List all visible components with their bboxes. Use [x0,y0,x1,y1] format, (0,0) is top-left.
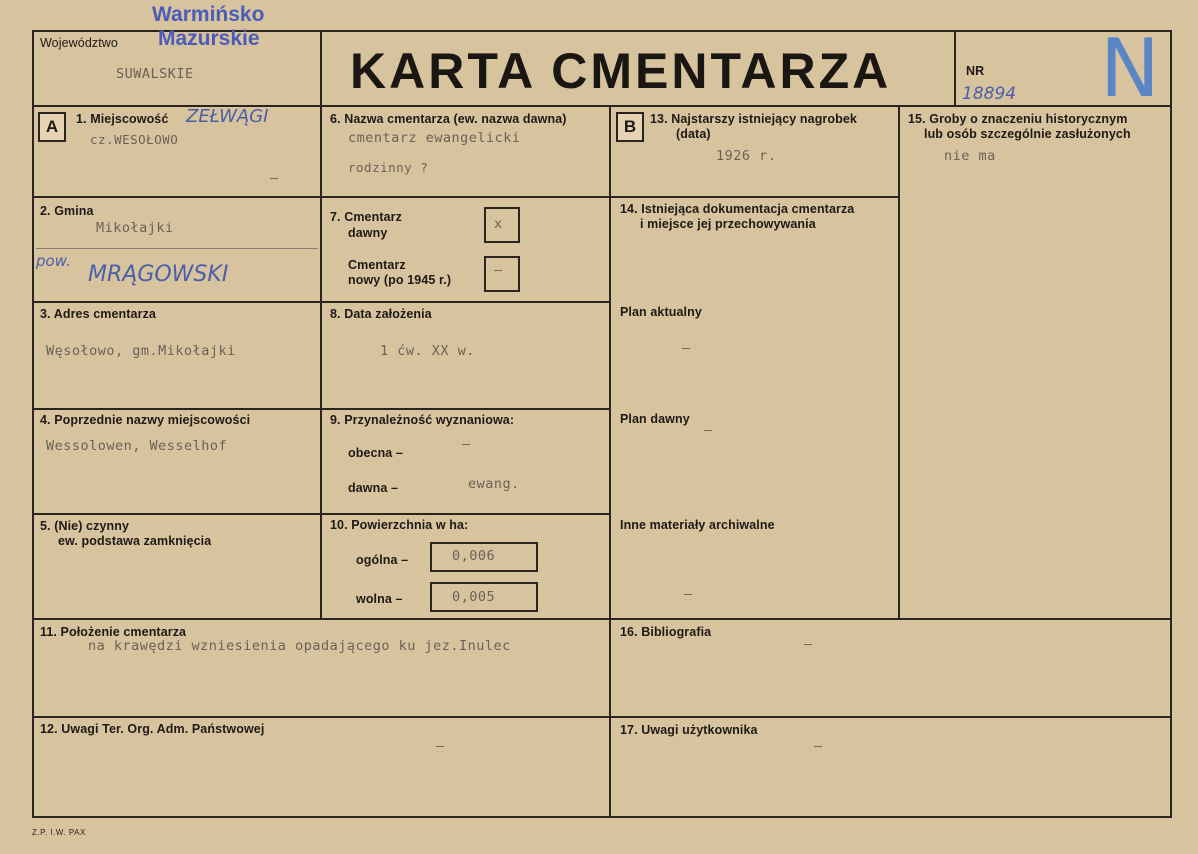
f12-value: – [436,738,445,754]
frame-right [1170,30,1172,818]
f9-dawna: dawna – [348,481,399,495]
f10-wolna-value: 0,005 [452,589,496,605]
f7-label2b: nowy (po 1945 r.) [348,273,452,287]
f16-value: – [804,636,813,652]
f5-label1: 5. (Nie) czynny [40,519,130,533]
row-a-3 [32,408,610,410]
f1-dash: – [270,170,279,186]
section-b-box: B [616,112,644,142]
f7-mark2: – [494,262,503,278]
f16-label: 16. Bibliografia [620,625,712,639]
f2-pow-label: pow. [36,252,71,270]
col-divider-2 [609,105,611,817]
col-divider-3 [898,105,900,618]
footer-printer: Z.P. I.W. PAX [32,828,86,837]
f9-label: 9. Przynależność wyznaniowa: [330,413,515,427]
f10-wolna: wolna – [356,592,403,606]
f8-value: 1 ćw. XX w. [380,343,475,359]
f14-plan-dawny: Plan dawny [620,412,690,426]
frame-left [32,30,34,818]
f1-hand: ZEŁWĄGI [186,106,269,127]
f5-label2: ew. podstawa zamknięcia [58,534,212,548]
f15-value: nie ma [944,148,996,164]
row-b-1 [609,196,899,198]
f14-plan-akt-value: – [682,340,691,356]
f7-label1a: 7. Cmentarz [330,210,402,224]
f17-value: – [814,738,823,754]
f4-value: Wessolowen, Wesselhof [46,438,228,454]
f14-plan-dawny-value: – [704,422,713,438]
f1-value: cz.WESOŁOWO [90,132,179,147]
row-a-4 [32,513,610,515]
row-a-2 [32,301,610,303]
f9-dawna-value: ewang. [468,476,520,492]
f2-label: 2. Gmina [40,204,94,218]
f14-plan-akt: Plan aktualny [620,305,702,319]
f6-value2: rodzinny ? [348,160,429,175]
f6-label: 6. Nazwa cmentarza (ew. nazwa dawna) [330,112,567,126]
f13-value: 1926 r. [716,148,777,164]
nr-label: NR [966,64,985,78]
f14-inne: Inne materiały archiwalne [620,518,775,532]
stamp-line1: Warmińsko [152,3,265,26]
f2-value: Mikołajki [96,220,174,236]
f4-label: 4. Poprzednie nazwy miejscowości [40,413,251,427]
f13-label2: (data) [676,127,711,141]
f9-obecna-value: – [462,436,471,452]
f10-label: 10. Powierzchnia w ha: [330,518,469,532]
f11-value: na krawędzi wzniesienia opadającego ku jez.Inulec [88,638,511,654]
f10-ogolna-value: 0,006 [452,548,496,564]
f3-value: Węsołowo, gm.Mikołajki [46,343,236,359]
f2-pow-value: MRĄGOWSKI [88,262,229,287]
row-11 [32,618,1172,620]
f14-inne-value: – [684,586,693,602]
col-divider-1 [320,30,322,618]
f11-label: 11. Położenie cmentarza [40,625,187,639]
wojewodztwo-label: Województwo [40,36,118,50]
stamp-line2: Mazurskie [158,27,260,50]
nr-letter: N [1100,22,1160,115]
section-a-box: A [38,112,66,142]
f9-obecna: obecna – [348,446,403,460]
f10-ogolna: ogólna – [356,553,409,567]
f14-label2: i miejsce jej przechowywania [640,217,816,231]
nr-divider [954,30,956,106]
f12-label: 12. Uwagi Ter. Org. Adm. Państwowej [40,722,265,736]
f13-label1: 13. Najstarszy istniejący nagrobek [650,112,857,126]
f15-label1: 15. Groby o znaczeniu historycznym [908,112,1128,126]
nr-value: 18894 [962,84,1017,104]
f6-value1: cmentarz ewangelicki [348,130,521,146]
f1-label: 1. Miejscowość [76,112,169,126]
f15-label2: lub osób szczególnie zasłużonych [924,127,1131,141]
row-12 [32,716,1172,718]
f3-label: 3. Adres cmentarza [40,307,156,321]
f7-mark1: x [494,216,503,232]
row-a-1 [32,196,610,198]
card-title: KARTA CMENTARZA [350,43,892,99]
wojewodztwo-value: SUWALSKIE [116,66,194,82]
gmina-separator [36,248,318,249]
f7-label1b: dawny [348,226,388,240]
f17-label: 17. Uwagi użytkownika [620,723,758,737]
f7-label2a: Cmentarz [348,258,406,272]
f14-label1: 14. Istniejąca dokumentacja cmentarza [620,202,855,216]
frame-bottom [32,816,1172,818]
f8-label: 8. Data założenia [330,307,432,321]
